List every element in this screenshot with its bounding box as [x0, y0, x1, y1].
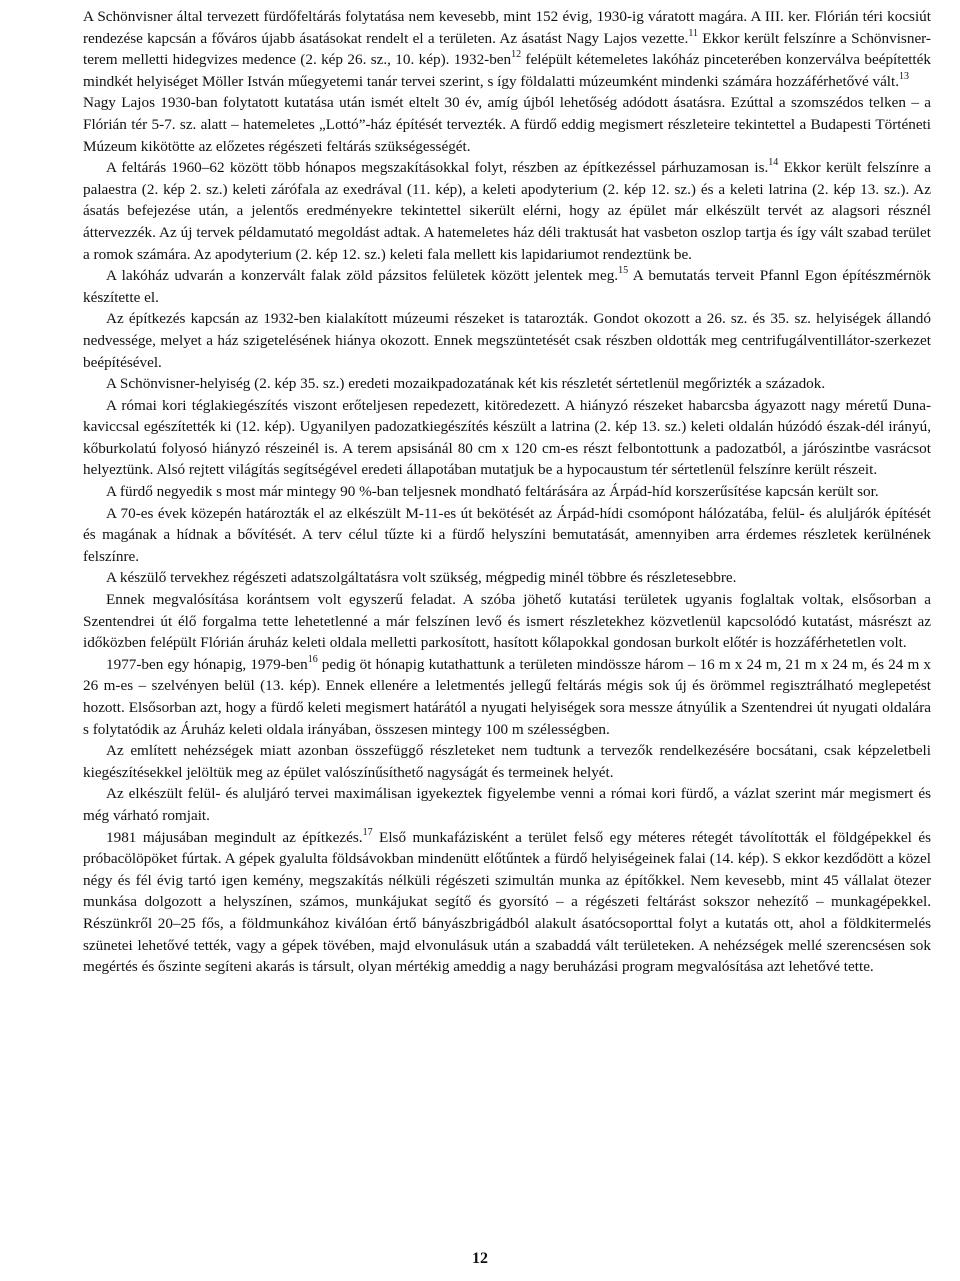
- footnote-ref: 11: [688, 27, 698, 39]
- text-run: Az építkezés kapcsán az 1932-ben kialakított múzeumi részeket is tatarozták. Gondot okozott a 26. sz. és 35. sz. helyiségek állandó nedvessége, melyet a ház szigetelésének hiánya okozott. Ennek megszüntetését csak részben oldották meg centrifugálventillátor-szerkezet beépítésével.: [83, 310, 931, 371]
- paragraph: [83, 589, 931, 654]
- text-run: ceterében konzerválva beépítették mindkét helyiséget Möller István műegyetemi tanár tervei szerint, s így földalatti múzeumként mindenki számára hozzáférhetővé vált.: [83, 51, 931, 90]
- footnote-ref: 16: [307, 653, 318, 665]
- document-body: [83, 6, 931, 978]
- paragraph: [83, 157, 931, 265]
- text-run: Ekkor került felszínre a Schönvisner-terem melletti hidegvizes medence (2. kép 26. sz., 10. kép). 1932-ben: [83, 29, 931, 69]
- text-run: Az említett nehézségek miatt azonban összefüggő részleteket nem tudtunk a tervezők rendelkezésére bocsátani, csak képzeletbeli kiegészítésekkel jelöltük meg az épület valószínűsíthető nagyságát és termeinek helyét.: [83, 742, 931, 781]
- footnote-ref: 12: [511, 49, 522, 61]
- text-run: pedig öt hónapig kutathattunk a területen mindössze három – 16 m x 24 m, 21 m x 24 m, és 24 m x 26 m-es – szelvényen belül (13. kép). Ennek ellenére a leletmentés jellegű feltárás mégis sok új és örömmel regisztrálható meglepetést hozott. Elsősorban azt, hogy a fürdő keleti megismert határától a nyugati helyiségek sora messze átnyúlik a Szentendrei út nyugati oldalára s folytatódik az Áruház keleti oldala irányában, összesen mintegy 100 m szélességben.: [83, 655, 931, 738]
- text-run: A Schönvisner által tervezett fürdőfeltárás folytatása nem kevesebb, mint 152 évig, 1930-ig váratott magára. A III. ker. Flórián téri kocsiút rendezése kapcsán a főváros újabb ásatásokat rendelt el a területen. Az ásatást Nagy Lajos vezette.: [83, 8, 931, 47]
- paragraph: [83, 654, 931, 740]
- text-run: Nagy Lajos 1930-ban folytatott kutatása után ismét eltelt 30 év, amíg újból lehetőség adódott ásatásra. Ezúttal a szomszédos telken – a Flórián tér 5-7. sz. alatt – hatemeletes „Lottó”-ház építését tervezték. A fürdő eddig megismert részleteire tekintettel a Budapesti Történeti Múzeum kikötötte az előzetes régészeti feltárás szükségességét.: [83, 94, 931, 155]
- footnote-ref: 17: [362, 826, 373, 838]
- paragraph: [83, 92, 931, 157]
- text-run: A Schönvisner-helyiség (2. kép 35. sz.) eredeti mozaikpadozatának két kis részletét sértetlenül megőrizték a századok.: [106, 375, 826, 393]
- paragraph: [83, 567, 931, 589]
- paragraph: [83, 481, 931, 503]
- text-run: A bemutatás terveit Pfannl Egon építészmérnök készítette el.: [83, 267, 931, 306]
- paragraph: [83, 373, 931, 395]
- footnote-ref: 15: [618, 265, 629, 277]
- paragraph: [83, 395, 931, 481]
- text-run: A feltárás 1960–62 között több hónapos megszakításokkal folyt, részben az építkezéssel párhuzamosan is.: [106, 159, 769, 177]
- text-run: A fürdő negyedik s most már mintegy 90 %-ban teljesnek mondható feltárására az Árpád-híd korszerűsítése kapcsán került sor.: [106, 483, 879, 501]
- footnote-ref: 14: [768, 157, 779, 169]
- text-run: 1981 májusában megindult az építkezés.: [106, 828, 363, 846]
- text-run: Az elkészült felül- és aluljáró tervei maximálisan igyekeztek figyelembe venni a római kori fürdő, a vázlat szerint már megismert és még várható romjait.: [83, 785, 931, 824]
- text-run: A lakóház udvarán a konzervált falak zöld pázsitos felületek között jelentek meg.: [106, 267, 619, 285]
- paragraph: [83, 6, 931, 92]
- paragraph: [83, 740, 931, 783]
- paragraph: [83, 265, 931, 308]
- text-run: Első munkafázisként a terület felső egy méteres rétegét távolították el földgépekkel és próbacölöpöket fúrtak. A gépek gyalulta földsávokban mindenütt előtűntek a fürdő helyiségeinek falai (14. kép). S ekkor kezdődött a közel négy és fél évig tartó igen kemény, megszakítás nélküli régészeti szimultán munka az építőkkel. Nem kevesebb, mint 45 vállalat ötezer munkása dolgozott a helyszínen, számos, munkájukat segítő és gyorsító – a régészeti feltárást sokszor nehezítő – munkagépekkel. Részünkről 20–25 fős, a földmunkához kiválóan értő bányászbrigádból alakult ásatócsoporttal folyt a kutatás ott, ahol a földkitermelés szünetei lehetővé tették, vagy a gépek tövében, majd elvonulásuk után a szabaddá vált területeken. A nehézségek mellé szerencsésen sok megértés és őszinte segíteni akarás is társult, olyan mértékig ameddig a nagy beruházási program megvalósítása azt lehetővé tette.: [83, 828, 931, 976]
- text-run: Ennek megvalósítása korántsem volt egyszerű feladat. A szóba jöhető kutatási területek ugyanis foglaltak voltak, elsősorban a Szentendrei út élő forgalma tette lehetetlenné a már felszínen levő és ismert részletekhez közvetlenül kapcsolódó kutatást, másrészt az időközben felépült Flórián áruház keleti oldala melletti parkosított, hasított kőlapokkal gondosan burkolt előtér is hozzáférhetetlen volt.: [83, 591, 931, 652]
- text-run: A 70-es évek közepén határozták el az elkészült M-11-es út bekötését az Árpád-hídi csomópont hálózatába, felül- és aluljárók építését és magának a hídnak a bővítését. A terv célul tűzte ki a fürdő helyszíni bemutatását, amennyiben arra érdemes részletek kerülnének felszínre.: [83, 504, 931, 565]
- text-run: felépült kétemeletes lakóház pin: [521, 51, 724, 69]
- text-run: A római kori téglakiegészítés viszont erőteljesen repedezett, kitöredezett. A hiányzó részeket habarcsba ágyazott nagy méretű Duna-kaviccsal egészítették ki (12. kép). Ugyanilyen padozatkiegészítés készült a latrina (2. kép 13. sz.) keleti oldalán húzódó észak-dél irányú, kőburkolatú folyosó hiányzó részeinél is. A terem apsisánál 80 cm x 120 cm-es részt felbontottunk a padozatból, a járószintbe vasrácsot helyeztünk. Alsó rejtett világítás segítségével eredeti állapotában mutatjuk be a hypocaustum tér sértetlenül felszínre került részeit.: [83, 396, 931, 479]
- paragraph: [83, 783, 931, 826]
- page-number: 12: [472, 1250, 488, 1267]
- text-run: 1977-ben egy hónapig, 1979-ben: [106, 655, 308, 673]
- paragraph: [83, 503, 931, 568]
- paragraph: [83, 827, 931, 978]
- text-run: Ekkor került felszínre a palaestra (2. kép 2. sz.) keleti zárófala az exedrával (11. kép), a keleti apodyterium (2. kép 12. sz.) és a keleti latrina (2. kép 13. sz.). Az ásatás befejezése után, a jelentős eredményekre tekintettel sikerült elérni, hogy az épület már elkészült tervét az alagsori résznél áttervezzék. Az új tervek példamutató megoldást adtak. A hatemeletes ház déli traktusát hat vasbeton oszlop tartja és így vált szabad terület a romok számára. Az apodyterium (2. kép 12. sz.) keleti fala mellett kis lapidariumot rendeztünk be.: [83, 159, 931, 263]
- footnote-ref: 13: [899, 70, 910, 82]
- paragraph: [83, 308, 931, 373]
- text-run: A készülő tervekhez régészeti adatszolgáltatásra volt szükség, mégpedig minél többre és részletesebbre.: [106, 569, 737, 587]
